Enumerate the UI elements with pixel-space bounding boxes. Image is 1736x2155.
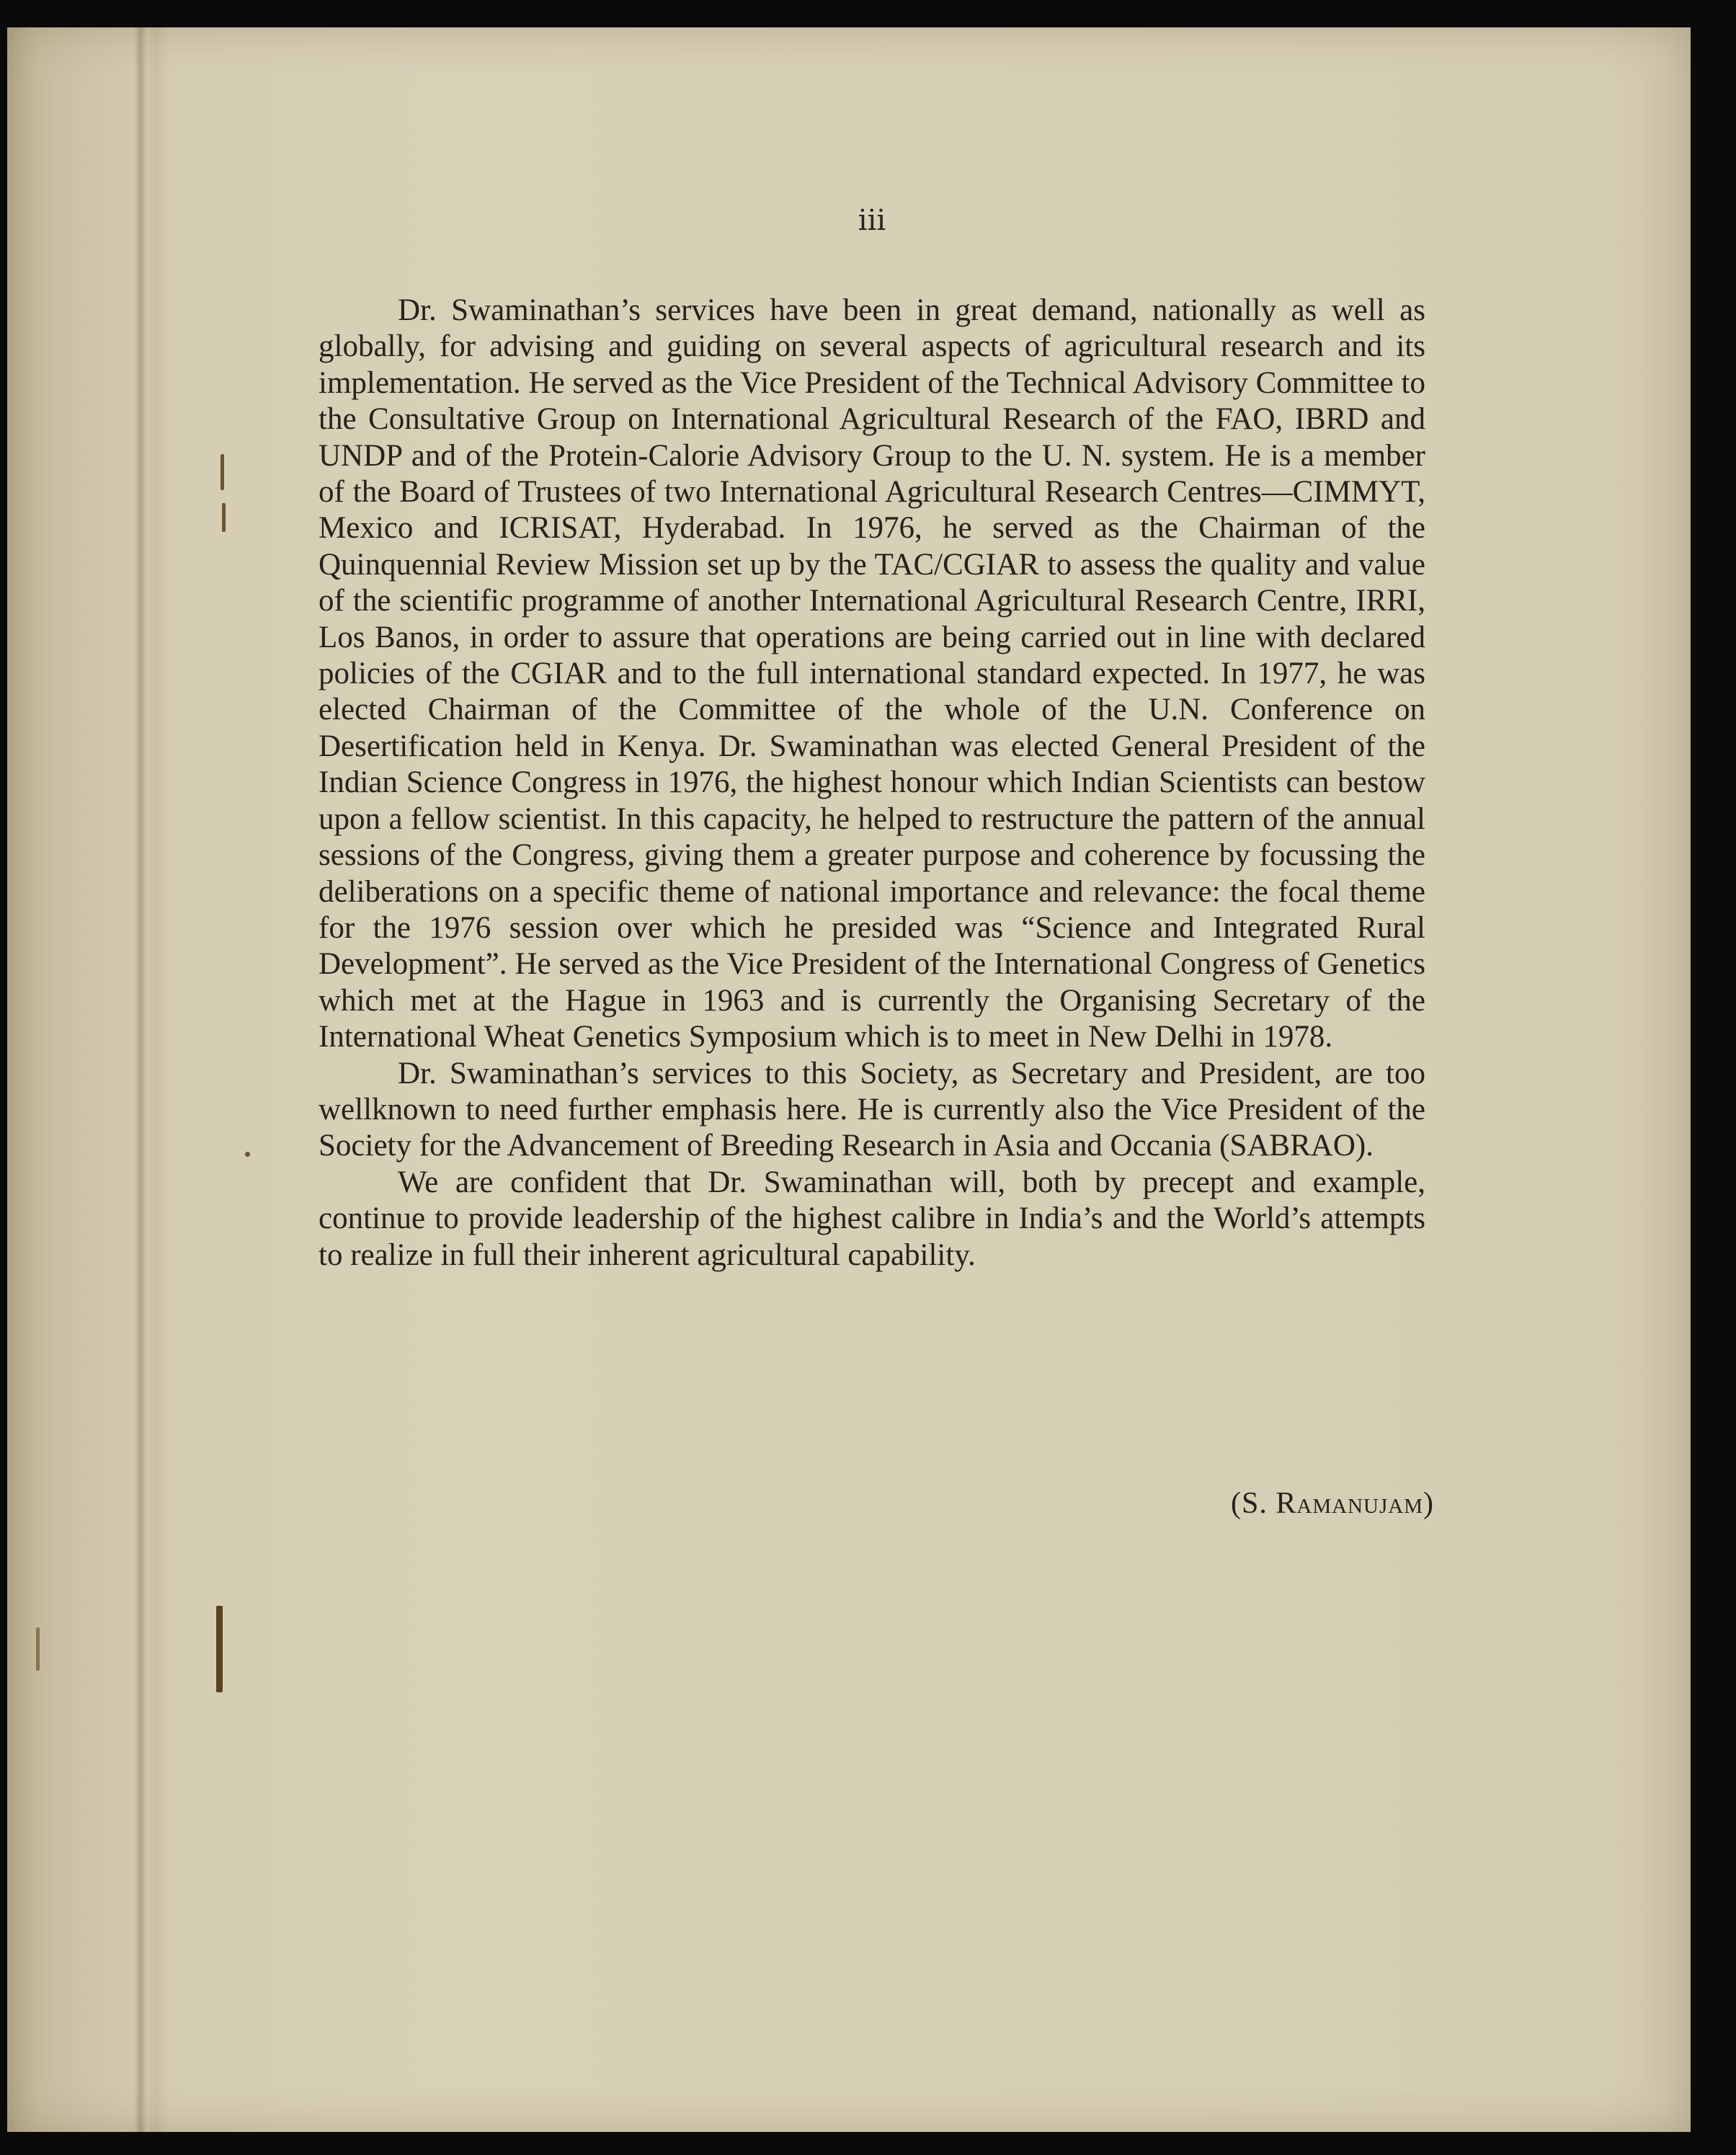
paragraph-conclusion: We are confident that Dr. Swaminathan will, both by precept and example, continue to provide leadership of the highest calibre in India’s and the World’s attempts to realize in full their inherent agricultural capability. (319, 1165, 1425, 1272)
paper-page (7, 27, 1691, 2132)
paragraph-society: Dr. Swaminathan’s services to this Society, as Secretary and President, are too wellknown to need further emphasis here. He is currently also the Vice President of the Society for the Advancement of Breeding Research in Asia and Occania (SABRAO). (319, 1056, 1425, 1163)
signature-close: ) (1423, 1487, 1434, 1520)
body-text (319, 293, 1425, 1274)
binding-shadow (134, 27, 147, 2132)
margin-mark (36, 1627, 40, 1671)
margin-mark (216, 1606, 223, 1692)
margin-mark (245, 1152, 250, 1157)
signature (1131, 1486, 1434, 1521)
signature-name: Ramanujam (1276, 1487, 1423, 1520)
signature-open: (S. (1231, 1487, 1276, 1520)
page-number: iii (858, 204, 886, 237)
margin-mark (222, 503, 226, 532)
paragraph-services: Dr. Swaminathan’s services have been in great demand, nationally as well as globally, for advising and guiding on several aspects of agricultural research and its implementation. He served as the Vice President of the Technical Advisory Committee to the Consultative Group on International Agricultural Research of the FAO, IBRD and UNDP and of the Protein-Calorie Advisory Group to the U. N. system. He is a member of the Board of Trustees of two International Agricultural Research Centres—CIMMYT, Mexico and ICRISAT, Hyderabad. In 1976, he served as the Chairman of the Quinquennial Review Mission set up by the TAC/CGIAR to assess the quality and value of the scientific programme of another International Agricultural Research Centre, IRRI, Los Banos, in order to assure that operations are being carried out in line with declared policies of the CGIAR and to the full international standard expected. In 1977, he was elected Chairman of the Committee of the whole of the U.N. Conference on Desertification held in Kenya. Dr. Swaminathan was elected General President of the Indian Science Congress in 1976, the highest honour which Indian Scientists can bestow upon a fellow scientist. In this capacity, he helped to restructure the pattern of the annual sessions of the Congress, giving them a greater purpose and coherence by focussing the deliberations on a specific theme of national importance and relevance: the focal theme for the 1976 session over which he presided was “Science and Integrated Rural Development”. He served as the Vice President of the International Congress of Genetics which met at the Hague in 1963 and is currently the Organising Secretary of the International Wheat Genetics Symposium which is to meet in New Delhi in 1978. (319, 293, 1425, 1054)
margin-mark (221, 454, 224, 490)
